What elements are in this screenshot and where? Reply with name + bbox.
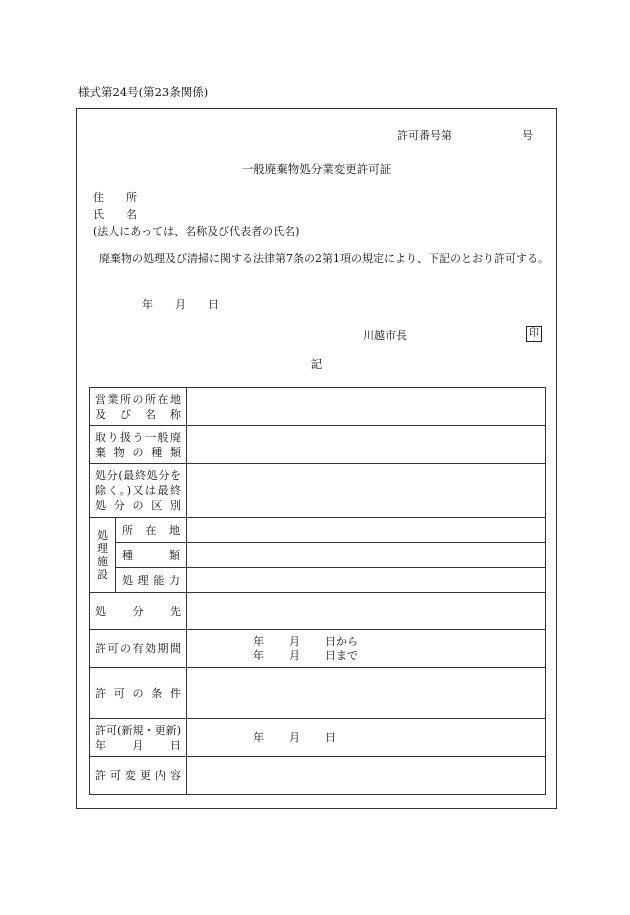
table-row bbox=[90, 388, 546, 426]
corporation-note: (法人にあっては、名称及び代表者の氏名) bbox=[93, 225, 300, 238]
disposal-destination-value bbox=[187, 593, 546, 630]
waste-types-label: 取り扱う一般廃棄物の種類 bbox=[90, 426, 187, 464]
certificate-title: 一般廃棄物処分業変更許可証 bbox=[241, 162, 392, 176]
form-label: 様式第24号(第23条関係) bbox=[78, 85, 209, 99]
table-row bbox=[90, 518, 546, 543]
table-row bbox=[90, 426, 546, 464]
table-row bbox=[90, 568, 546, 593]
ki-heading: 記 bbox=[310, 357, 323, 371]
table-row bbox=[90, 543, 546, 568]
facility-location-value bbox=[187, 518, 546, 543]
permit-number-suffix: 号 bbox=[522, 129, 533, 142]
disposal-category-label: 処分(最終処分を除く。)又は最終処分の区別 bbox=[90, 464, 187, 518]
facility-group-label: 処理施設 bbox=[90, 518, 116, 593]
permit-number-prefix: 許可番号第 bbox=[397, 129, 452, 142]
permit-detail-table bbox=[89, 387, 546, 795]
facility-location-label: 所在地 bbox=[116, 518, 187, 543]
permit-body-text: 廃棄物の処理及び清掃に関する法律第7条の2第1項の規定により、下記のとおり許可する。 bbox=[99, 252, 549, 265]
table-row bbox=[90, 668, 546, 719]
table-row bbox=[90, 719, 546, 757]
validity-period-value: 年 月 日から 年 月 日まで bbox=[187, 630, 546, 668]
table-row bbox=[90, 630, 546, 668]
permit-number bbox=[397, 127, 533, 143]
disposal-category-value bbox=[187, 464, 546, 518]
facility-capacity-label: 処理能力 bbox=[116, 568, 187, 593]
office-location-label: 営業所の所在地及び名称 bbox=[90, 388, 187, 426]
table-row bbox=[90, 757, 546, 795]
seal-mark: 印 bbox=[526, 326, 542, 342]
table-row bbox=[90, 464, 546, 518]
conditions-value bbox=[187, 668, 546, 719]
disposal-destination-label: 処分先 bbox=[90, 593, 187, 630]
certificate-frame bbox=[76, 108, 557, 809]
name-label: 氏名 bbox=[93, 208, 159, 221]
waste-types-value bbox=[187, 426, 546, 464]
office-location-value bbox=[187, 388, 546, 426]
change-contents-label: 許可変更内容 bbox=[90, 757, 187, 795]
table-row bbox=[90, 593, 546, 630]
issuer-mayor: 川越市長 bbox=[363, 329, 407, 342]
facility-type-label: 種類 bbox=[116, 543, 187, 568]
holder-address-block bbox=[93, 189, 299, 240]
address-label: 住所 bbox=[93, 191, 159, 204]
facility-type-value bbox=[187, 543, 546, 568]
facility-capacity-value bbox=[187, 568, 546, 593]
issue-date: 年 月 日 bbox=[142, 298, 219, 311]
permit-date-value: 年 月 日 bbox=[187, 719, 546, 757]
permit-date-label: 許可(新規・更新)年月日 bbox=[90, 719, 187, 757]
validity-period-label: 許可の有効期間 bbox=[90, 630, 187, 668]
conditions-label: 許可の条件 bbox=[90, 668, 187, 719]
change-contents-value bbox=[187, 757, 546, 795]
